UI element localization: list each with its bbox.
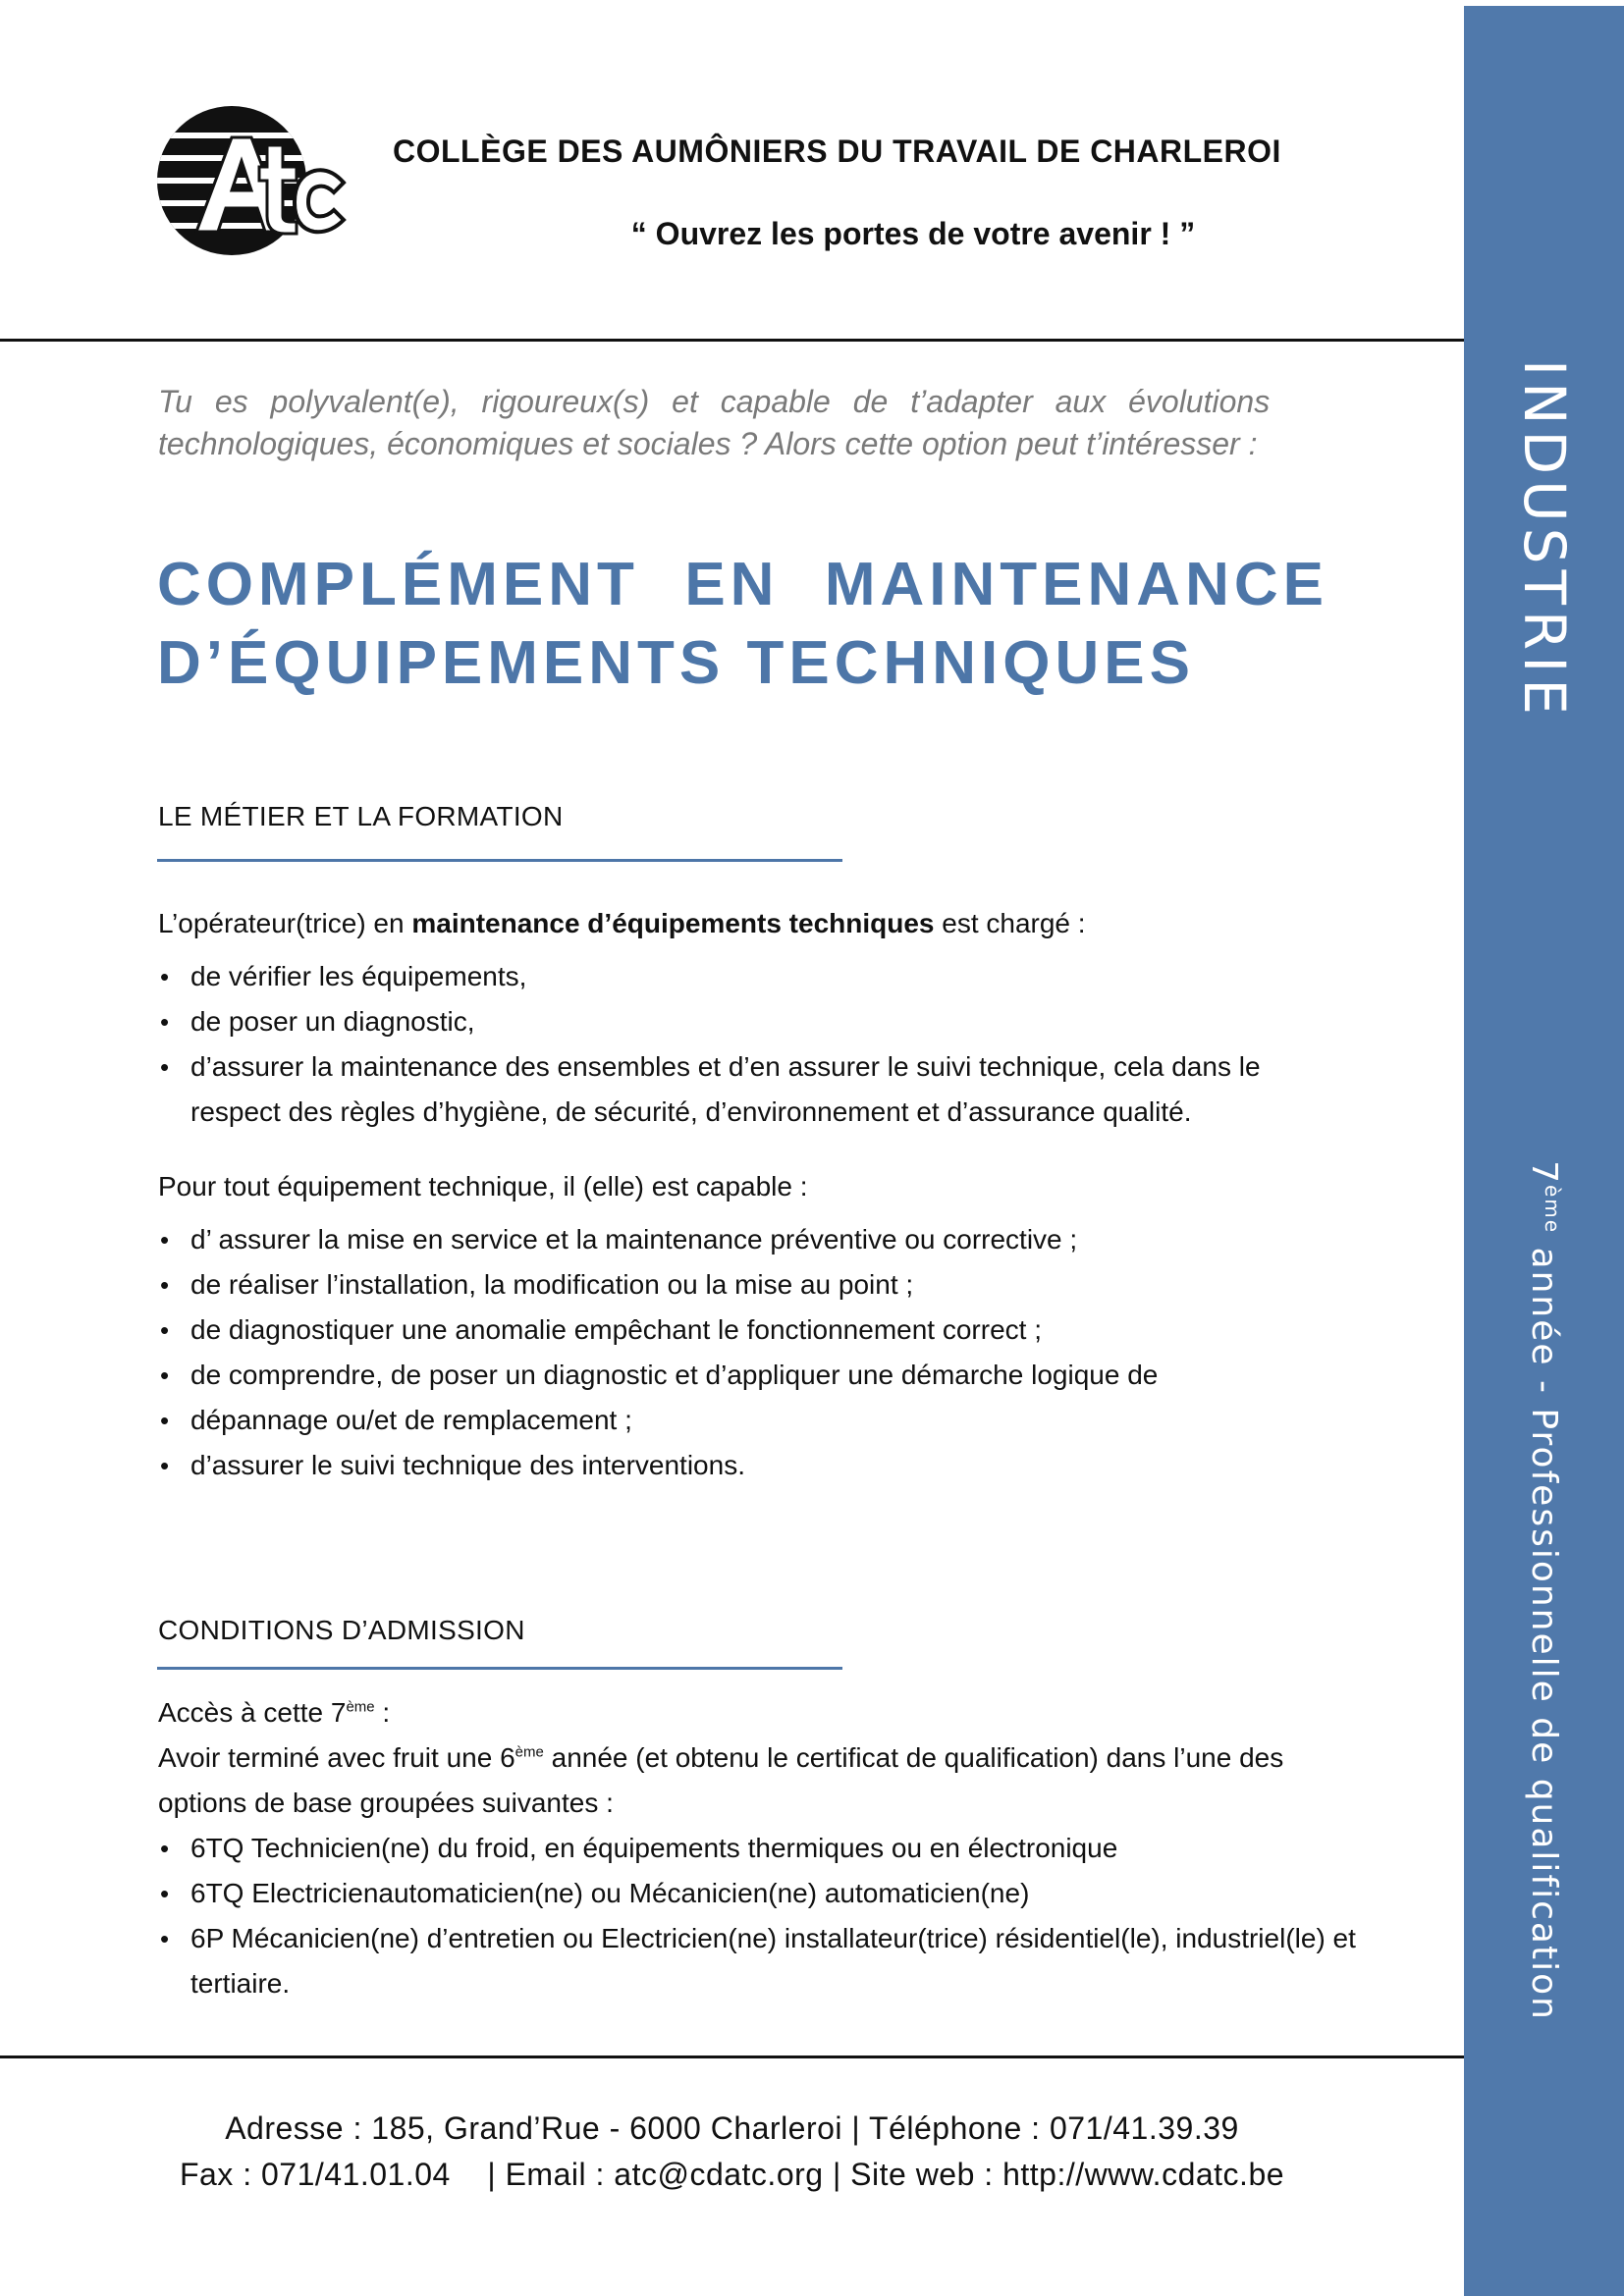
requirement-line: Avoir terminé avec fruit une 6ème année (et obtenu le certificat de qualification) dans l’une des options de base groupées suivantes : bbox=[158, 1742, 1284, 1818]
admission-options-list bbox=[158, 1826, 1356, 2006]
list-item: • 6TQ Technicien(ne) du froid, en équipements thermiques ou en électronique bbox=[158, 1826, 1356, 1871]
title-word: EN bbox=[684, 551, 780, 618]
category-label: INDUSTRIE bbox=[1510, 359, 1578, 721]
list-item: • dépannage ou/et de remplacement ; bbox=[158, 1398, 1356, 1443]
footer-address: Adresse : 185, Grand’Rue - 6000 Charleroi | Téléphone : 071/41.39.39 bbox=[225, 2110, 1239, 2146]
list-item: • de réaliser l’installation, la modification ou la mise au point ; bbox=[158, 1262, 1356, 1308]
list-item: • de comprendre, de poser un diagnostic et d’appliquer une démarche logique de bbox=[158, 1353, 1356, 1398]
list-item: • de diagnostiquer une anomalie empêchant le fonctionnement correct ; bbox=[158, 1308, 1356, 1353]
school-logo bbox=[157, 106, 347, 255]
capabilities-list bbox=[158, 1217, 1356, 1488]
section-rule bbox=[157, 1667, 842, 1670]
title-line-1 bbox=[157, 546, 1328, 624]
header-divider bbox=[0, 339, 1464, 342]
sidebar-category bbox=[1464, 344, 1624, 736]
title-line-2: D’ÉQUIPEMENTS TECHNIQUES bbox=[157, 629, 1195, 697]
title-word: MAINTENANCE bbox=[824, 551, 1328, 618]
sidebar-level bbox=[1464, 1139, 1624, 2042]
level-label: 7ème année - Professionnelle de qualification bbox=[1524, 1159, 1565, 2021]
list-item: • d’assurer la maintenance des ensembles et d’en assurer le suivi technique, cela dans le respect des règles d’hygiène, de sécurité, d’environnement et d’assurance qualité. bbox=[158, 1044, 1356, 1135]
school-name: COLLÈGE DES AUMÔNIERS DU TRAVAIL DE CHARLEROI bbox=[393, 133, 1281, 169]
section-heading-admission: CONDITIONS D’ADMISSION bbox=[158, 1615, 525, 1645]
list-item: • 6P Mécanicien(ne) d’entretien ou Electricien(ne) installateur(trice) résidentiel(le), industriel(le) et tertiaire. bbox=[158, 1916, 1356, 2006]
footer-contact: Fax : 071/41.01.04 | Email : atc@cdatc.org | Site web : http://www.cdatc.be bbox=[179, 2157, 1285, 2192]
school-motto: “ Ouvrez les portes de votre avenir ! ” bbox=[630, 216, 1196, 251]
intro-line-2: technologiques, économiques et sociales ? Alors cette option peut t’intéresser : bbox=[158, 426, 1258, 461]
list-item: • de vérifier les équipements, bbox=[158, 954, 1356, 999]
footer-divider bbox=[0, 2056, 1464, 2058]
list-item: • d’ assurer la mise en service et la maintenance préventive ou corrective ; bbox=[158, 1217, 1356, 1262]
list-item: • 6TQ Electricienautomaticien(ne) ou Mécanicien(ne) automaticien(ne) bbox=[158, 1871, 1356, 1916]
section-metier-body bbox=[158, 901, 1356, 1488]
list-item: • de poser un diagnostic, bbox=[158, 999, 1356, 1044]
intro-line-1: Tu es polyvalent(e), rigoureux(s) et capable de t’adapter aux évolutions bbox=[158, 384, 1271, 419]
section-heading-metier: LE MÉTIER ET LA FORMATION bbox=[158, 801, 564, 831]
title-word: COMPLÉMENT bbox=[157, 551, 639, 618]
page-title bbox=[157, 546, 1335, 703]
section-rule bbox=[157, 859, 842, 862]
metier-tasks-list bbox=[158, 954, 1356, 1135]
section-admission-body bbox=[158, 1690, 1356, 2006]
capabilities-lead: Pour tout équipement technique, il (elle) est capable : bbox=[158, 1171, 808, 1201]
list-item: • d’assurer le suivi technique des interventions. bbox=[158, 1443, 1356, 1488]
access-line: Accès à cette 7ème : bbox=[158, 1697, 391, 1728]
metier-lead: L’opérateur(trice) en maintenance d’équipements techniques est chargé : bbox=[158, 908, 1086, 938]
intro-question bbox=[158, 381, 1336, 465]
